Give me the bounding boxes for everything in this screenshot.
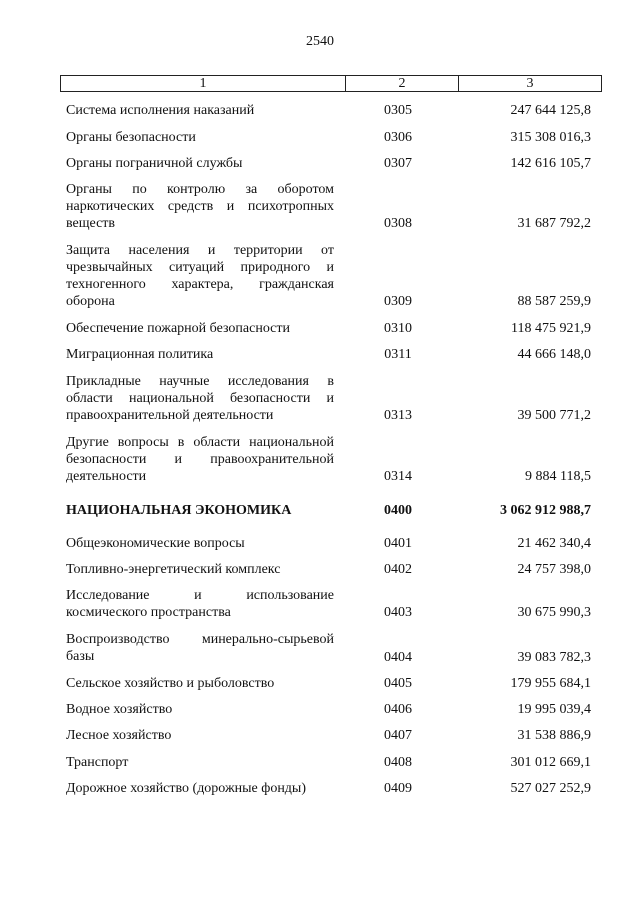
row-name: Дорожное хозяйство (дорожные фонды) bbox=[66, 781, 307, 796]
row-name: Органы по контролю за оборотом наркотических средств и психотропных веществ bbox=[66, 182, 334, 231]
row-code: 0404 bbox=[384, 650, 412, 665]
row-name: Лесное хозяйство bbox=[66, 728, 172, 743]
section-name: НАЦИОНАЛЬНАЯ ЭКОНОМИКА bbox=[66, 503, 292, 518]
row-name: Защита населения и территории от чрезвычайных ситуаций природного и техногенного характера, гражданская оборона bbox=[66, 243, 334, 309]
row-code: 0307 bbox=[384, 156, 412, 171]
row-amount: 44 666 148,0 bbox=[517, 347, 591, 362]
row-name: Система исполнения наказаний bbox=[66, 103, 255, 118]
row-code: 0403 bbox=[384, 605, 412, 620]
row-code: 0308 bbox=[384, 216, 412, 231]
row-code: 0309 bbox=[384, 294, 412, 309]
row-amount: 30 675 990,3 bbox=[517, 605, 591, 620]
row-amount: 39 500 771,2 bbox=[517, 408, 591, 423]
row-name: Транспорт bbox=[66, 755, 129, 770]
row-name: Сельское хозяйство и рыболовство bbox=[66, 676, 275, 691]
row-name: Другие вопросы в области национальной безопасности и правоохранительной деятельности bbox=[66, 435, 334, 484]
row-amount: 31 538 886,9 bbox=[517, 728, 591, 743]
row-amount: 21 462 340,4 bbox=[517, 536, 591, 551]
row-amount: 315 308 016,3 bbox=[510, 130, 591, 145]
row-name: Прикладные научные исследования в области национальной безопасности и правоохранительной деятельности bbox=[66, 374, 334, 423]
row-amount: 88 587 259,9 bbox=[517, 294, 591, 309]
row-code: 0409 bbox=[384, 781, 412, 796]
row-name: Органы безопасности bbox=[66, 130, 196, 145]
row-name: Исследование и использование космического пространства bbox=[66, 588, 334, 620]
row-name: Топливно-энергетический комплекс bbox=[66, 562, 281, 577]
row-code: 0305 bbox=[384, 103, 412, 118]
header-col-3: 3 bbox=[526, 76, 534, 91]
row-amount: 301 012 669,1 bbox=[510, 755, 591, 770]
row-amount: 179 955 684,1 bbox=[510, 676, 591, 691]
row-code: 0405 bbox=[384, 676, 412, 691]
row-amount: 39 083 782,3 bbox=[517, 650, 591, 665]
section-amount: 3 062 912 988,7 bbox=[500, 503, 591, 518]
row-amount: 142 616 105,7 bbox=[510, 156, 591, 171]
row-amount: 118 475 921,9 bbox=[511, 321, 591, 336]
row-code: 0311 bbox=[384, 347, 412, 362]
row-code: 0306 bbox=[384, 130, 412, 145]
row-code: 0402 bbox=[384, 562, 412, 577]
row-name: Обеспечение пожарной безопасности bbox=[66, 321, 291, 336]
row-amount: 19 995 039,4 bbox=[517, 702, 591, 717]
row-name: Воспроизводство минерально-сырьевой базы bbox=[66, 632, 334, 664]
row-name: Органы пограничной службы bbox=[66, 156, 243, 171]
row-amount: 247 644 125,8 bbox=[510, 103, 591, 118]
row-code: 0407 bbox=[384, 728, 412, 743]
row-amount: 31 687 792,2 bbox=[517, 216, 591, 231]
row-code: 0314 bbox=[384, 469, 412, 484]
header-col-2: 2 bbox=[346, 76, 459, 91]
row-amount: 527 027 252,9 bbox=[510, 781, 591, 796]
row-code: 0406 bbox=[384, 702, 412, 717]
section-code: 0400 bbox=[384, 503, 412, 518]
row-name: Миграционная политика bbox=[66, 347, 214, 362]
row-name: Общеэкономические вопросы bbox=[66, 536, 245, 551]
row-code: 0408 bbox=[384, 755, 412, 770]
page-number: 2540 bbox=[306, 34, 334, 49]
row-code: 0313 bbox=[384, 408, 412, 423]
row-amount: 24 757 398,0 bbox=[517, 562, 591, 577]
row-amount: 9 884 118,5 bbox=[525, 469, 591, 484]
row-code: 0401 bbox=[384, 536, 412, 551]
row-code: 0310 bbox=[384, 321, 412, 336]
header-col-1: 1 bbox=[61, 76, 346, 91]
row-name: Водное хозяйство bbox=[66, 702, 173, 717]
